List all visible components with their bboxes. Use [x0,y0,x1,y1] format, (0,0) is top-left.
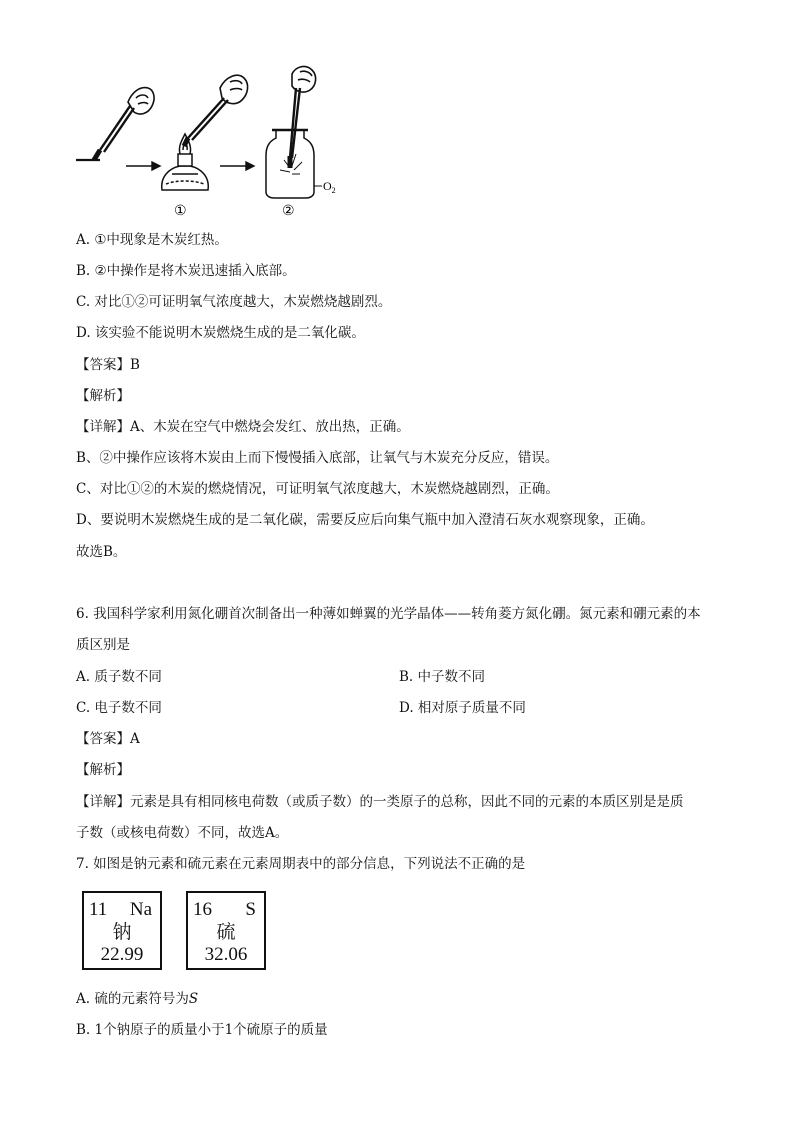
q6-stem-line-2: 质区别是 [76,637,130,653]
element-name: 钠 [112,922,132,943]
charcoal-combustion-figure [70,58,370,220]
atomic-mass: 32.06 [204,944,248,965]
figure-label-2: ② [282,203,295,219]
element-symbol: S [245,899,256,920]
q5-detail-line: C、对比①②的木炭的燃烧情况，可证明氧气浓度越大，木炭燃烧越剧烈，正确。 [76,481,559,497]
q5-option-b: B. ②中操作是将木炭迅速插入底部。 [76,263,296,279]
q5-option-c: C. 对比①②可证明氧气浓度越大，木炭燃烧越剧烈。 [76,294,392,310]
q6-option-d: D. 相对原子质量不同 [399,700,526,716]
q5-analysis-label: 【解析】 [76,388,130,404]
q7-option-a-text: A. 硫的元素符号为 [76,991,189,1007]
experiment-illustration [70,58,370,220]
figure-label-o2: $O_2$ [323,179,336,195]
figure-label-1: ① [174,203,187,219]
q6-option-c: C. 电子数不同 [76,700,162,716]
q5-conclusion: 故选B。 [76,544,127,560]
q5-detail-line: 【详解】A、木炭在空气中燃烧会发红、放出热，正确。 [76,419,410,435]
q5-option-d: D. 该实验不能说明木炭燃烧生成的是二氧化碳。 [76,325,365,341]
atomic-mass: 22.99 [100,944,144,965]
q7-stem: 7. 如图是钠元素和硫元素在元素周期表中的部分信息，下列说法不正确的是 [76,856,526,872]
element-name: 硫 [216,922,236,943]
q7-option-a [76,990,198,1008]
q5-option-a: A. ①中现象是木炭红热。 [76,232,228,248]
q7-option-a-symbol: S [188,991,199,1007]
atomic-number: 16 [193,899,212,920]
q5-detail-line: B、②中操作应该将木炭由上而下慢慢插入底部，让氧气与木炭充分反应，错误。 [76,450,559,466]
hand-tongs-1 [76,88,154,160]
arrow-right-icon [220,162,254,170]
q6-analysis-label: 【解析】 [76,762,130,778]
atomic-number: 11 [89,899,108,920]
element-symbol: Na [129,899,152,920]
q6-detail-line-2: 子数（或核电荷数）不同，故选A。 [76,825,289,841]
q6-detail-line-1: 【详解】元素是具有相同核电荷数（或质子数）的一类原子的总称，因此不同的元素的本质区别是是质 [76,794,684,810]
q6-answer: 【答案】A [76,731,140,747]
element-tile-sodium [82,891,162,970]
q7-option-b: B. 1个钠原子的质量小于1个硫原子的质量 [76,1022,328,1038]
q6-stem-line-1: 6. 我国科学家利用氮化硼首次制备出一种薄如蝉翼的光学晶体——转角菱方氮化硼。氮元素和硼元素的本 [76,606,701,622]
arrow-right-icon [126,162,160,170]
q5-detail-line: D、要说明木炭燃烧生成的是二氧化碳，需要反应后向集气瓶中加入澄清石灰水观察现象，正确。 [76,512,654,528]
q5-answer: 【答案】B [76,357,140,373]
q6-option-b: B. 中子数不同 [399,669,486,685]
hand-tongs-2 [184,75,248,146]
element-tile-sulfur [186,891,266,970]
q6-option-a: A. 质子数不同 [76,669,162,685]
